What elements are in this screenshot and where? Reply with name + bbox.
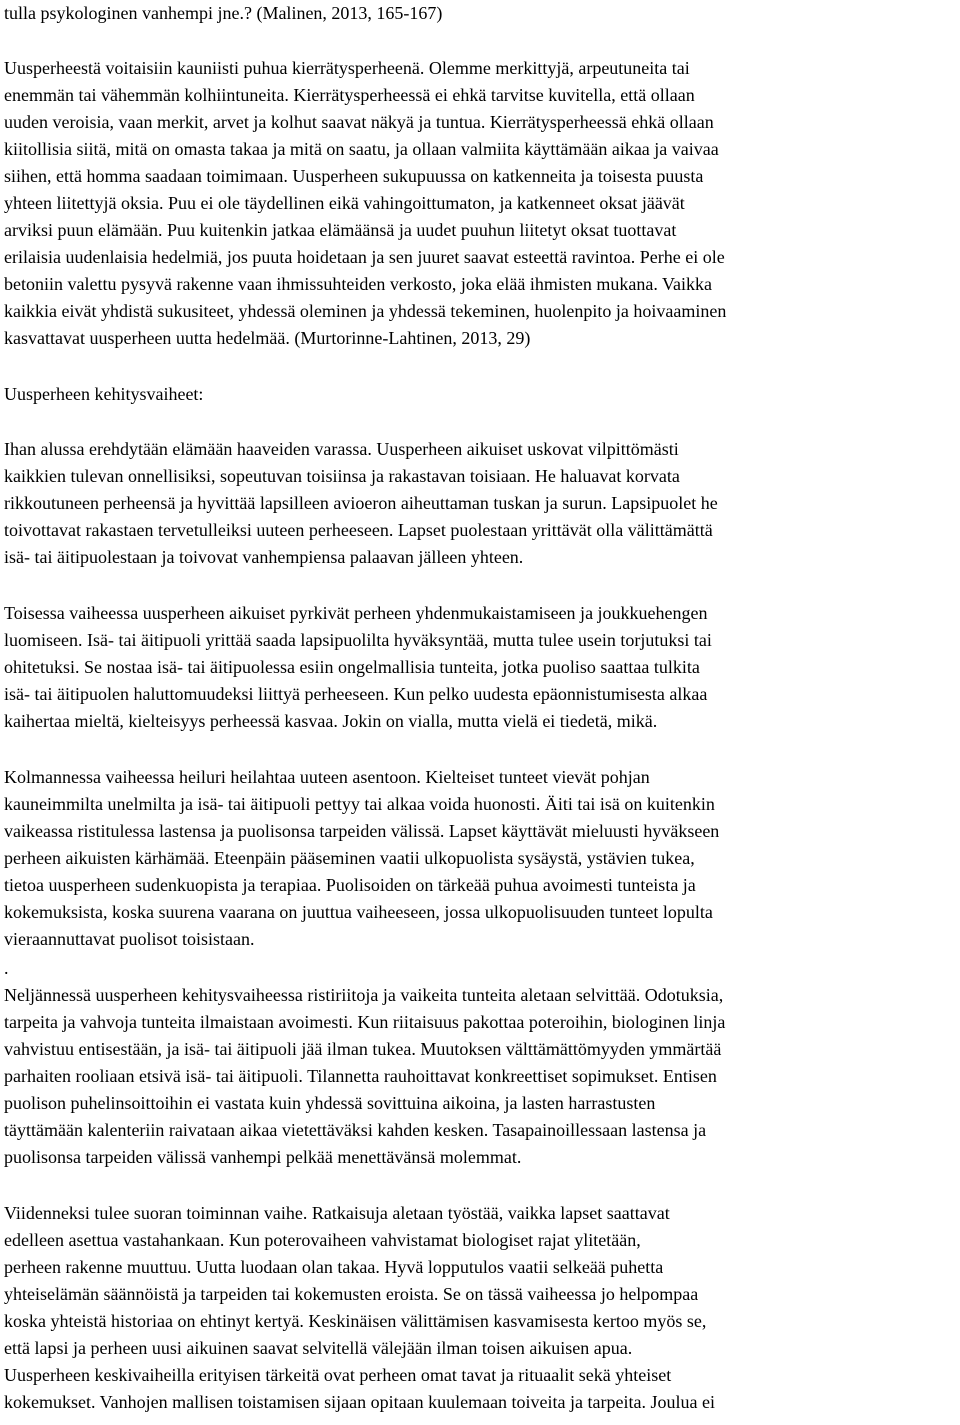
text-line: kauneimmilta unelmilta ja isä- tai äitipuoli pettyy tai alkaa voida huonosti. Äiti tai isä on kuitenkin [4,794,715,814]
text-line: uuden veroisia, vaan merkit, arvet ja kolhut saavat näkyä ja tuntua. Kierrätysperheessä ehkä ollaan [4,112,714,132]
text-line: koska yhteistä historiaa on ehtinyt kertyä. Keskinäisen välittämisen kasvamisesta kertoo myös se, [4,1311,707,1331]
text-line: perheen rakenne muuttuu. Uutta luodaan olan takaa. Hyvä lopputulos vaatii selkeää puhetta [4,1257,664,1277]
text-line: tulla psykologinen vanhempi jne.? (Malinen, 2013, 165-167) [4,3,443,23]
text-line: erilaisia uudenlaisia hedelmiä, jos puuta hoidetaan ja sen juuret saavat esteettä ravintoa. Perhe ei ole [4,247,725,267]
text-line: kaikkia eivät yhdistä sukusiteet, yhdessä oleminen ja yhdessä tekeminen, huolenpito ja hoivaaminen [4,301,727,321]
text-line: Uusperheen keskivaiheilla erityisen tärkeitä ovat perheen omat tavat ja rituaalit sekä yhteiset [4,1365,672,1385]
text-line: yhteen liitettyjä oksia. Puu ei ole täydellinen eikä vahingoittumaton, ja katkenneet oksat jäävät [4,193,685,213]
text-line: kiitollisia siitä, mitä on omasta takaa ja mitä on saatu, ja ollaan valmiita käyttämään aikaa ja vaivaa [4,139,719,159]
text-line: täyttämään kalenteriin raivataan aikaa vietettäväksi kahden kesken. Tasapainoillessaan lastensa ja [4,1120,707,1140]
text-line: vieraannuttavat puolisot toisistaan. [4,929,255,949]
text-line: edelleen asettua vastahankaan. Kun poterovaiheen vahvistamat biologiset rajat ylitetään, [4,1230,641,1250]
text-line: toivottavat rakastaen tervetulleiksi uuteen perheeseen. Lapset puolestaan yrittävät olla välittämättä [4,520,713,540]
text-line: arviksi puun elämään. Puu kuitenkin jatkaa elämäänsä ja uudet puuhun liitetyt oksat tuottavat [4,220,677,240]
text-line: vahvistuu entisestään, ja isä- tai äitipuoli jää ilman tukea. Muutoksen välttämättömyyden ymmärtää [4,1039,722,1059]
text-line: kaikkien tulevan onnellisiksi, sopeutuvan toisiinsa ja rakastavan toisiaan. He haluavat korvata [4,466,680,486]
text-line: kasvattavat uusperheen uutta hedelmää. (Murtorinne-Lahtinen, 2013, 29) [4,328,531,348]
text-line: kokemukset. Vanhojen mallisen toistamisen sijaan opitaan kuulemaan toiveita ja tarpeita. Joulua ei [4,1392,715,1412]
section-heading: Uusperheen kehitysvaiheet: [4,384,204,404]
text-line: puolison puhelinsoittoihin ei vastata kuin yhdessä sovittuina aikoina, ja lasten harrastusten [4,1093,656,1113]
text-line: yhteiselämän säännöistä ja tarpeiden tai kokemusten eroista. Se on tässä vaiheessa jo helpompaa [4,1284,699,1304]
text-line: isä- tai äitipuolestaan ja toivovat vanhempiensa palaavan jälleen yhteen. [4,547,524,567]
text-line: Uusperheestä voitaisiin kauniisti puhua kierrätysperheenä. Olemme merkittyjä, arpeutuneita tai [4,58,690,78]
text-line: ohitetuksi. Se nostaa isä- tai äitipuolessa esiin ongelmallisia tunteita, jotka puoliso saattaa tulkita [4,657,700,677]
text-line: kokemuksista, koska suurena vaarana on juuttua vaiheeseen, jossa ulkopuolisuuden tunteet lopulta [4,902,713,922]
text-line: Neljännessä uusperheen kehitysvaiheessa ristiriitoja ja vaikeita tunteita aletaan selvittää. Odotuksia, [4,985,724,1005]
text-line: siihen, että homma saadaan toimimaan. Uusperheen sukupuussa on katkenneita ja toisesta puusta [4,166,704,186]
text-line: Viidenneksi tulee suoran toiminnan vaihe. Ratkaisuja aletaan työstää, vaikka lapset saattavat [4,1203,670,1223]
stray-period: . [4,958,9,978]
text-line: Ihan alussa erehdytään elämään haaveiden varassa. Uusperheen aikuiset uskovat vilpittömästi [4,439,679,459]
text-line: isä- tai äitipuolen haluttomuudeksi liittyä perheeseen. Kun pelko uudesta epäonnistumisesta alkaa [4,684,708,704]
text-line: tarpeita ja vahvoja tunteita ilmaistaan avoimesti. Kun riitaisuus pakottaa poteroihin, biologinen linja [4,1012,726,1032]
text-line: perheen aikuisten kärhämää. Eteenpäin pääseminen vaatii ulkopuolista sysäystä, ystävien tukea, [4,848,695,868]
text-line: rikkoutuneen perheensä ja hyvittää lapsilleen avioeron aiheuttaman tuskan ja surun. Lapsipuolet he [4,493,718,513]
text-line: puolisonsa tarpeiden välissä vanhempi pelkää menettävänsä molemmat. [4,1147,522,1167]
text-line: että lapsi ja perheen uusi aikuinen saavat selvitellä välejään ilman toisen aikuisen apua. [4,1338,633,1358]
text-line: Kolmannessa vaiheessa heiluri heilahtaa uuteen asentoon. Kielteiset tunteet vievät pohjan [4,767,650,787]
text-line: kaihertaa mieltä, kielteisyys perheessä kasvaa. Jokin on vialla, mutta vielä ei tiedetä, mikä. [4,711,658,731]
text-line: tietoa uusperheen sudenkuopista ja terapiaa. Puolisoiden on tärkeää puhua avoimesti tunteista ja [4,875,696,895]
text-line: enemmän tai vähemmän kolhiintuneita. Kierrätysperheessä ei ehkä tarvitse kuvitella, että ollaan [4,85,695,105]
text-line: parhaiten roolia​an etsivä isä- tai äitipuoli. Tilannetta rauhoittavat konkreettiset sopimukset. Entisen [4,1066,717,1086]
text-line: vaikeassa ristitulessa lastensa ja puolisonsa tarpeiden välissä. Lapset käyttävät mieluusti hyväkseen [4,821,720,841]
text-line: betoniin valettu pysyvä rakenne vaan ihmissuhteiden verkosto, joka elää ihmisten mukana. Vaikka [4,274,712,294]
text-line: luomiseen. Isä- tai äitipuoli yrittää saada lapsipuolilta hyväksyntää, mutta tulee usein torjutuksi tai [4,630,712,650]
text-line: Toisessa vaiheessa uusperheen aikuiset pyrkivät perheen yhdenmukaistamiseen ja joukkuehengen [4,603,708,623]
